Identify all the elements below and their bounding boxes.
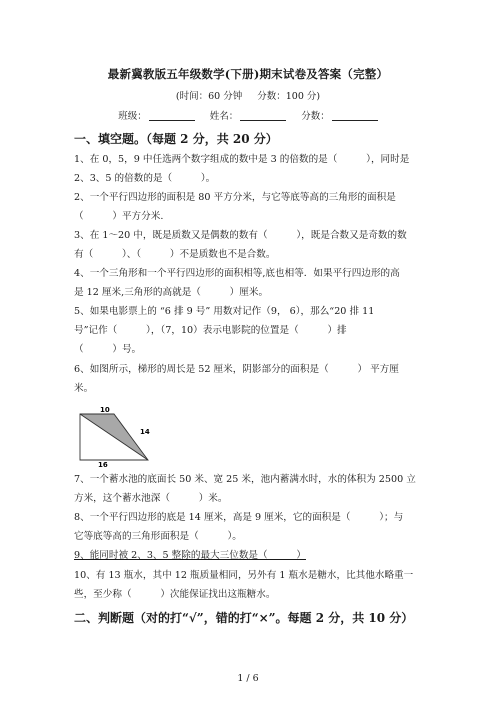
question-line: 2、一个平行四边形的面积是 80 平方分米，与它等底等高的三角形的面积是 — [74, 192, 396, 203]
question-line: 它等底等高的三角形面积是（ ）。 — [74, 531, 242, 542]
exam-time: (时间：60 分钟 — [175, 91, 243, 102]
question-line: 5、如果电影票上的 “6 排 9 号” 用数对记作（9， 6），那么“20 排 11 — [74, 306, 375, 317]
question-3 — [74, 226, 428, 264]
question-line: （ ）号。 — [74, 344, 142, 355]
section-heading-fill-in: 一、填空题。（每题 2 分，共 20 分） — [74, 132, 278, 146]
trapezoid-figure — [74, 404, 164, 468]
question-line: 7、一个蓄水池的底面长 50 米、宽 25 米，池内蓄满水时，水的体积为 2500 立 — [74, 474, 416, 485]
question-line: 3、在 1～20 中，既是质数又是偶数的数有（ ），既是合数又是奇数的数 — [74, 230, 407, 241]
question-line: 4、一个三角形和一个平行四边形的面积相等,底也相等．如果平行四边形的高 — [74, 268, 400, 279]
label-bottom-16: 16 — [98, 461, 108, 468]
question-line: 9、能同时被 2、3、5 整除的最大三位数是（ ） — [74, 550, 306, 561]
question-line: 方米，这个蓄水池深（ ）米。 — [74, 493, 228, 504]
question-line: 是 12 厘米,三角形的高就是（ ）厘米。 — [74, 287, 269, 298]
question-5 — [74, 302, 428, 359]
exam-total-score: 分数：100 分) — [257, 91, 321, 102]
question-8 — [74, 508, 428, 546]
question-line: 8、一个平行四边形的底是 14 厘米，高是 9 厘米，它的面积是（ ）；与 — [74, 512, 404, 523]
question-line: 有（ ）、（ ）不是质数也不是合数。 — [74, 249, 276, 260]
class-field — [118, 108, 195, 122]
student-info-row — [0, 108, 496, 122]
question-10 — [74, 566, 428, 604]
question-1 — [74, 150, 428, 188]
exam-time-score — [0, 88, 496, 102]
score-blank — [332, 110, 378, 121]
page-number: 1 / 6 — [237, 673, 259, 684]
question-line: 6、如图所示，梯形的周长是 52 厘米，阴影部分的面积是（ ） 平方厘 — [74, 364, 399, 375]
section-heading-true-false: 二、判断题（对的打“√”，错的打“×”。每题 2 分，共 10 分） — [74, 611, 414, 625]
question-line: 号”记作（ ），（7，10）表示电影院的位置是（ ）排 — [74, 325, 347, 336]
question-line: 10、有 13 瓶水，其中 12 瓶质量相同，另外有 1 瓶水是糖水，比其他水略重一 — [74, 570, 414, 581]
label-right-14: 14 — [140, 428, 150, 436]
score-field — [301, 108, 378, 122]
question-4 — [74, 264, 428, 302]
name-field — [210, 108, 287, 122]
page-title: 最新冀教版五年级数学(下册)期末试卷及答案（完整） — [107, 67, 389, 81]
question-7 — [74, 470, 428, 508]
question-9 — [74, 546, 428, 565]
question-line: 些，至少称（ ）次能保证找出这瓶糖水。 — [74, 589, 276, 600]
score-label: 分数： — [301, 111, 330, 122]
question-6 — [74, 360, 428, 398]
question-line: 1、在 0，5，9 中任选两个数字组成的数中是 3 的倍数的是（ ），同时是 — [74, 154, 410, 165]
question-line: 2、3、5 的倍数的是（ ）。 — [74, 173, 216, 184]
class-label: 班级： — [118, 111, 147, 122]
question-line: （ ）平方分米. — [74, 211, 164, 222]
question-line: 米。 — [74, 383, 94, 394]
name-label: 姓名： — [209, 111, 239, 122]
label-top-10: 10 — [100, 406, 110, 414]
question-2 — [74, 188, 428, 226]
class-blank — [149, 110, 195, 121]
name-blank — [240, 110, 286, 121]
